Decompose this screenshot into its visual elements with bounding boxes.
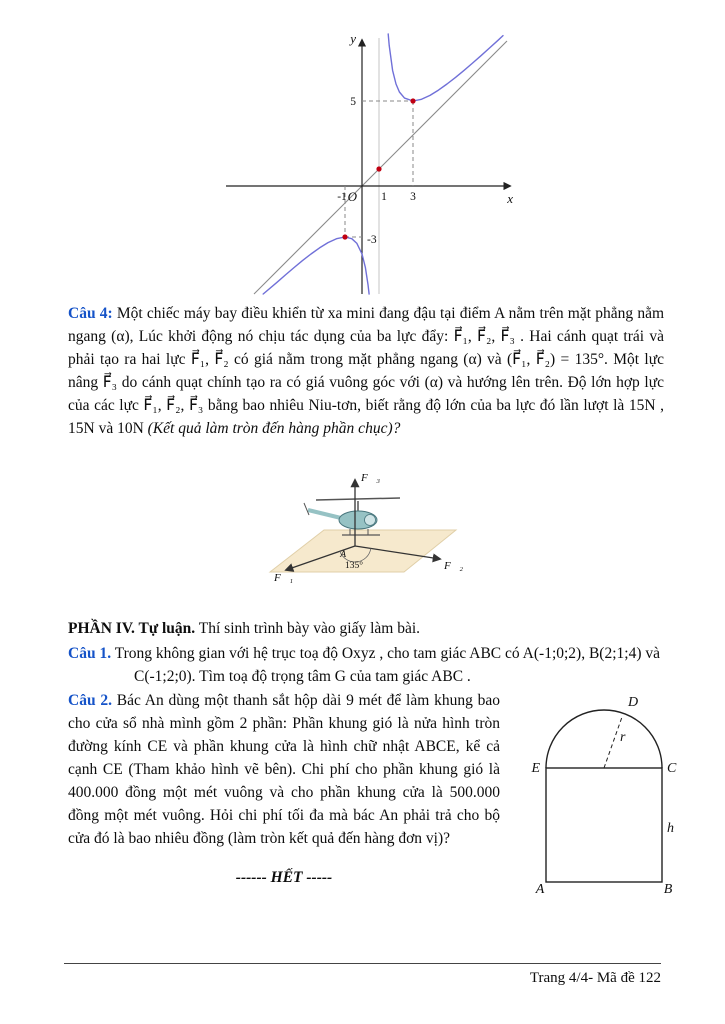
origin-label: O: [347, 189, 357, 204]
label-h: h: [667, 821, 674, 836]
tick-5: 5: [350, 96, 356, 108]
window-svg: [514, 690, 682, 895]
window-frame: [546, 710, 662, 882]
point-a-label: A: [340, 550, 346, 560]
cau1-line1: Trong không gian với hệ trục toạ độ Oxyz , cho tam giác ABC có A(-1;0;2), B(2;1;4) và: [114, 645, 660, 662]
cau2-paragraph: [68, 690, 500, 851]
cau1-line2: C(-1;2;0). Tìm toạ độ trọng tâm G của tam giác ABC .: [134, 667, 471, 685]
x-axis-label: x: [507, 191, 513, 206]
tick-1: 1: [381, 191, 387, 203]
helicopter-figure: [258, 466, 468, 609]
semicircle-arch: [546, 710, 662, 768]
cau1-section: [68, 643, 664, 689]
tick-3: 3: [410, 191, 416, 203]
cau2-text-column: [68, 690, 500, 905]
cau4-note: (Kết quả làm tròn đến hàng phần chục)?: [147, 419, 401, 437]
cau2-text: Bác An dùng một thanh sắt hộp dài 9 mét để làm khung bao cho cửa sổ nhà mình gồm 2 phần: Phần khung gió là nửa hình tròn đường kính CE và phần khung cửa là hình chữ nhật ABCE, kể cả cạnh CE (Tham khảo hình vẽ bên). Chi phí cho phần khung gió là 400.000 đồng một mét vuông và cho phần khung cửa là 500.000 đồng một mét vuông. Hỏi chi phí tối đa mà bác An phải trả cho bộ cửa đó là bao nhiêu đồng (làm tròn kết quả đến hàng đơn vị)?: [68, 692, 500, 847]
label-d: D: [628, 695, 639, 710]
rotor-blade: [316, 498, 400, 500]
angle-label: 135°: [344, 561, 364, 571]
tick-minus1: -1: [337, 191, 347, 203]
axes: [226, 40, 510, 294]
phan4-title: PHẦN IV. Tự luận.: [68, 620, 196, 637]
f1-label: F⃗₁: [274, 572, 294, 584]
door-rectangle: [546, 768, 662, 882]
cau4-paragraph: [68, 303, 664, 441]
cau4-section: [68, 303, 664, 441]
cau2-label: Câu 2.: [68, 692, 112, 709]
tail-boom: [308, 510, 341, 518]
tick-minus3: -3: [367, 234, 377, 246]
f3-label: F⃗₃: [361, 472, 381, 484]
curve-branches: [263, 34, 503, 294]
cau1-paragraph: [68, 643, 664, 689]
curve-right-branch: [388, 34, 503, 101]
window-labels: [530, 695, 677, 895]
label-r: r: [620, 730, 626, 745]
function-graph-svg: [212, 26, 522, 298]
end-marker: ------ HẾT -----: [235, 868, 333, 886]
y-axis-label: y: [350, 31, 356, 46]
helicopter-svg: [258, 466, 468, 601]
label-a: A: [535, 882, 545, 895]
window-figure: [514, 690, 682, 903]
label-c: C: [667, 761, 677, 776]
phan4-heading: [68, 618, 664, 641]
graph-labels: [337, 31, 513, 246]
cau4-text: Một chiếc máy bay điều khiển từ xa mini đang đậu tại điểm A nằm trên mặt phẳng nằm ngang (α), Lúc khởi động nó chịu tác dụng của ba lực đẩy: F⃗₁, F⃗₂, F⃗₃ . Hai cánh quạt trái và phải tạo ra hai lực F⃗₁, F⃗₂ có giá nằm trong mặt phẳng ngang (α) và (F⃗₁, F⃗₂) = 135°. Một lực nâng F⃗₃ do cánh quạt chính tạo ra có giá vuông góc với (α) và hướng lên trên. Độ lớn hợp lực của các lực F⃗₁, F⃗₂, F⃗₃ bằng bao nhiêu Niu-tơn, biết rằng độ lớn của ba lực đó lần lượt là 15N , 15N và 10N: [68, 305, 665, 437]
cockpit: [365, 515, 376, 526]
cau1-label: Câu 1.: [68, 645, 112, 662]
cau2-section: [68, 690, 682, 905]
label-b: B: [663, 882, 673, 895]
page-footer: Trang 4/4- Mã đề 122: [529, 970, 661, 986]
f2-label: F⃗₂: [444, 560, 464, 572]
footer-divider: [64, 963, 661, 964]
helicopter-drawing: [304, 498, 400, 535]
function-graph-figure: [212, 26, 522, 306]
curve-left-branch: [263, 237, 369, 294]
phan4-subtitle: Thí sinh trình bày vào giấy làm bài.: [198, 620, 421, 637]
cau4-label: Câu 4:: [68, 305, 113, 322]
label-e: E: [531, 761, 540, 776]
